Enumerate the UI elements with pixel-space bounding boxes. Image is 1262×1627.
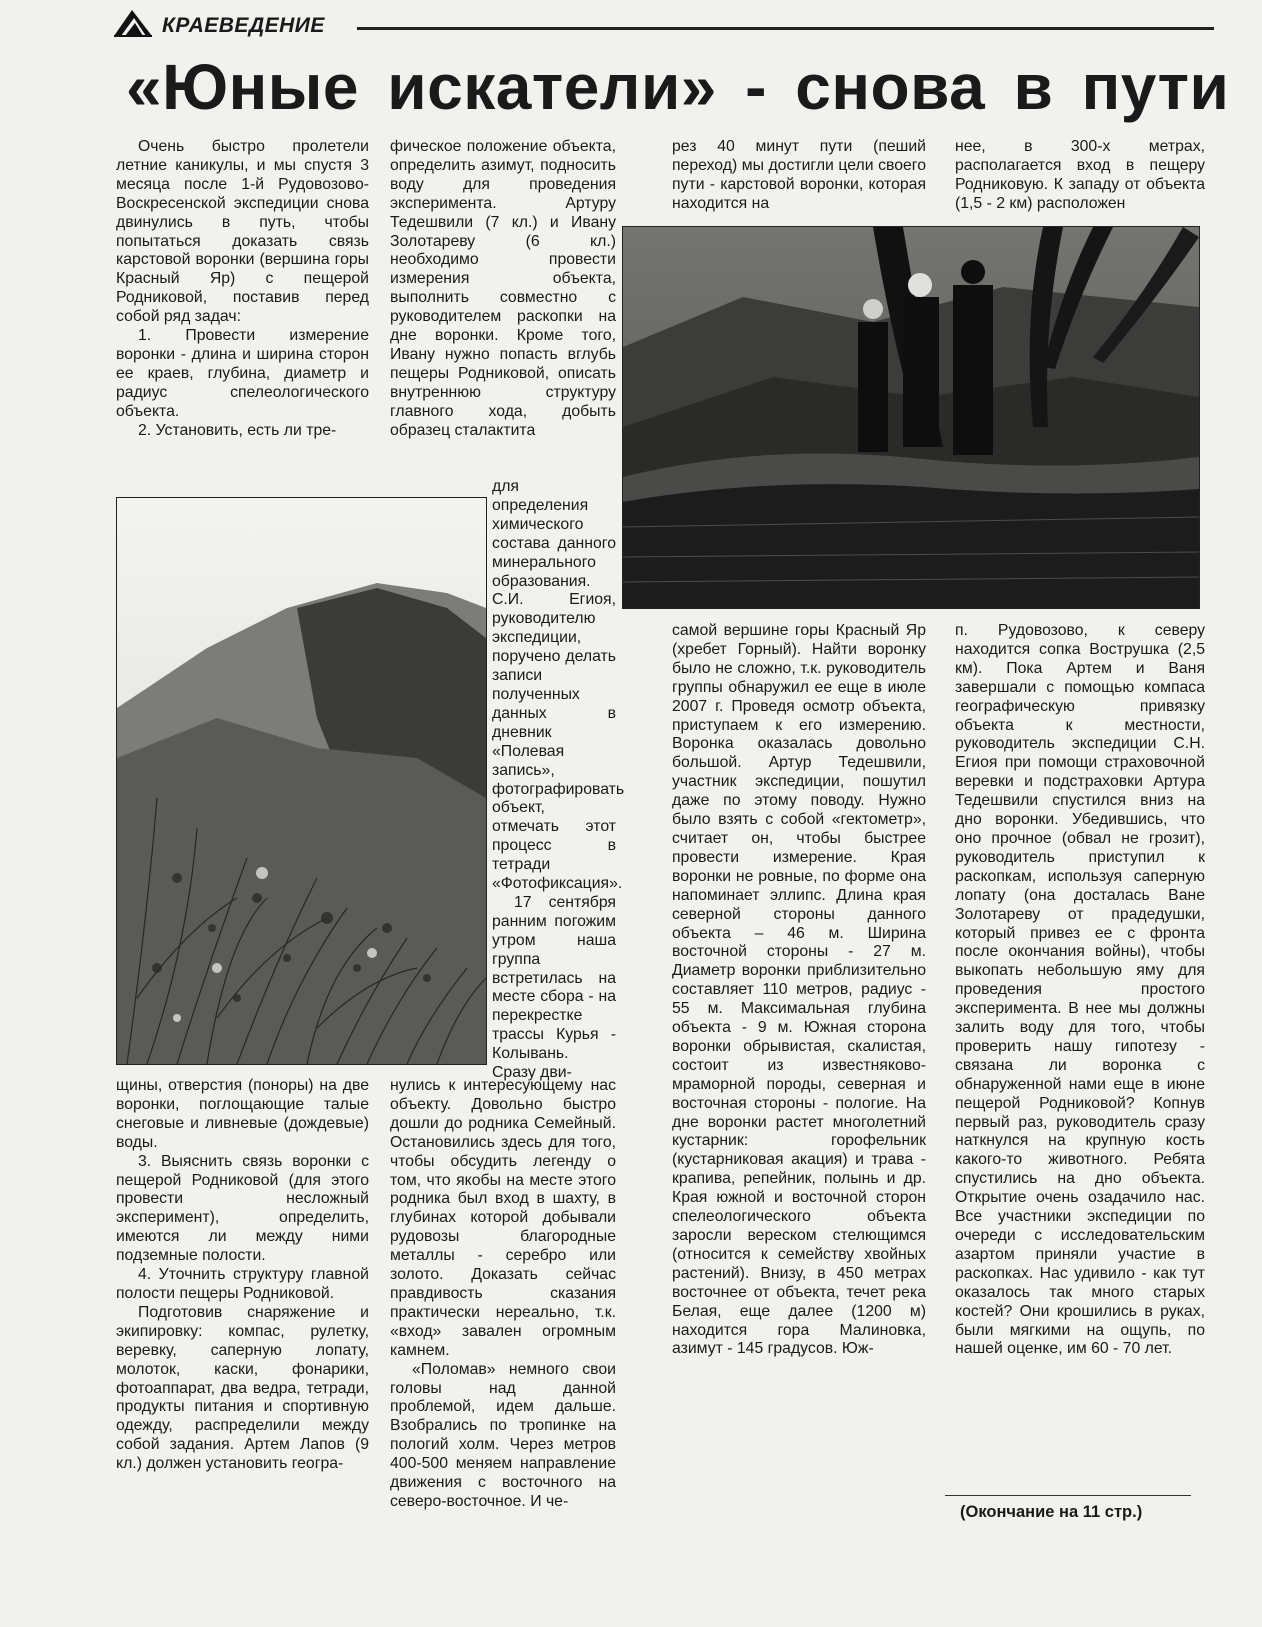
column-4-bottom	[955, 622, 1205, 1359]
ending-rule	[945, 1495, 1191, 1496]
paragraph: 17 сентября ранним погожим утром наша группа встретилась на месте сбора - на перекрестке трассы Курья - Колывань. Сразу дви-	[492, 893, 616, 1082]
column-3-top	[672, 138, 926, 214]
paragraph: рез 40 минут пути (пеший переход) мы достигли цели своего пути - карстовой воронки, которая находится на	[672, 138, 926, 212]
paragraph: нее, в 300-х метрах, располагается вход в пещеру Родниковую. К западу от объекта (1,5 - 2 км) расположен	[955, 138, 1205, 212]
paragraph: Подготовив снаряжение и экипировку: компас, рулетку, веревку, саперную лопату, молоток, каски, фонарики, фотоаппарат, два ведра, тетради, продукты питания и спортивную одежду, распределили между собой задания. Артем Лапов (9 кл.) должен установить геогра-	[116, 1303, 369, 1473]
paragraph: 4. Уточнить структуру главной полости пещеры Родниковой.	[116, 1266, 369, 1302]
mountain-logo-icon	[112, 8, 154, 38]
paragraph: нулись к интересующему нас объекту. Довольно быстро дошли до родника Семейный. Остановились здесь для того, чтобы обсудить легенду о том, что якобы на месте этого родника был вход в шахту, в глубинах которой добывали рудовозы благородные металлы - серебро или золото. Доказать сейчас правдивость сказания практически нереально, т.к. «вход» завален огромным камнем.	[390, 1077, 616, 1359]
header-rule	[357, 27, 1214, 30]
column-3-bottom	[672, 622, 926, 1359]
paragraph: 3. Выяснить связь воронки с пещерой Родниковой (для этого провести несложный эксперимент), определить, имеются ли между ними подземные полости.	[116, 1152, 369, 1265]
paragraph: фическое положение объекта, определить азимут, подносить воду для проведения эксперимента. Артуру Тедешвили (7 кл.) и Ивану Золотареву (6 кл.) необходимо провести измерения объекта, выполнить совместно с руководителем раскопки на дне воронки. Кроме того, Ивану нужно попасть вглубь пещеры Родниковой, описать внутреннюю структуру главного хода, добыть образец сталактита	[390, 138, 616, 439]
photo-funnel-edge	[116, 497, 487, 1065]
paragraph: 1. Провести измерение воронки - длина и ширина сторон ее краев, глубина, диаметр и радиус спелеологического объекта.	[116, 327, 369, 420]
column-2-bottom	[390, 1077, 616, 1512]
paragraph: для определения химического состава данного минерального образования. С.И. Егиоя, руководителю экспедиции, поручено делать записи полученных данных в дневник «Полевая запись», фотографировать объект, отмечать этот процесс в тетради «Фотофиксация».	[492, 478, 625, 893]
photo-expedition-group	[622, 226, 1200, 609]
article-title: «Юные искатели» - снова в пути	[126, 51, 1230, 123]
paragraph: Очень быстро пролетели летние каникулы, и мы спустя 3 месяца после 1-й Рудовозово-Воскресенской экспедиции снова двинулись в путь, чтобы попытаться доказать связь карстовой воронки (вершина горы Красный Яр) с пещерой Родниковой, поставив перед собой ряд задач:	[116, 138, 369, 326]
paragraph: 2. Установить, есть ли тре-	[138, 421, 337, 439]
column-2-narrow	[492, 478, 625, 1083]
section-rubric: КРАЕВЕДЕНИЕ	[162, 14, 325, 37]
column-4-top	[955, 138, 1205, 214]
paragraph: самой вершине горы Красный Яр (хребет Горный). Найти воронку было не сложно, т.к. руководитель группы обнаружил ее еще в июле 2007 г. Проведя осмотр объекта, приступаем к его измерению. Воронка оказалась довольно большой. Артур Тедешвили, участник экспедиции, пошутил даже по этому поводу. Нужно было взять с собой «гектометр», считает он, чтобы быстрее провести измерение. Края воронки не ровные, по форме она напоминает эллипс. Длина края северной стороны данного объекта – 46 м. Ширина восточной стороны - 27 м. Диаметр воронки приблизительно составляет 110 метров, радиус - 55 м. Максимальная глубина объекта - 9 м. Южная сторона воронки обрывистая, скалистая, состоит из известняково-мраморной породы, северная и восточная стороны - пологие. На дне воронки растет многолетний кустарник: горофельник (кустарниковая акация) и трава - крапива, репейник, полынь и др. Края южной и восточной сторон спелеологического объекта заросли вереском стелющимся (относится к семейству хвойных растений). Внизу, в 450 метрах восточнее от объекта, течет река Белая, еще далее (1200 м) находится гора Малиновка, азимут - 145 градусов. Юж-	[672, 622, 926, 1358]
continuation-note: (Окончание на 11 стр.)	[960, 1503, 1143, 1521]
paragraph: «Поломав» немного свои головы над данной проблемой, идем дальше. Взобрались по тропинке на пологий холм. Через метров 400-500 меняем направление движения с восточного на северо-восточное. И че-	[390, 1360, 616, 1510]
column-1-top	[116, 138, 369, 441]
paragraph: щины, отверстия (поноры) на две воронки, поглощающие талые снеговые и ливневые (дождевые) воды.	[116, 1077, 369, 1151]
column-2-top	[390, 138, 616, 441]
paragraph: п. Рудовозово, к северу находится сопка Вострушка (2,5 км). Пока Артем и Ваня завершали с помощью компаса географическую привязку объекта к местности, руководитель экспедиции С.Н. Егиоя при помощи страховочной веревки и подстраховки Артура Тедешвили спустился вниз на дно воронки. Убедившись, что оно прочное (обвал не грозит), руководитель приступил к раскопкам, используя саперную лопату (она досталась Ване Золотареву от прадедушки, который привез ее с фронта после окончания войны), чтобы выкопать небольшую яму для проведения простого эксперимента. В нее мы должны залить воду для того, чтобы проверить нашу гипотезу - связана ли воронка с обнаруженной нами еще в июне пещерой Родниковой? Копнув первый раз, руководитель сразу наткнулся на крупную кость какого-то животного. Ребята спустились на дно объекта. Открытие очень озадачило нас. Все участники экспедиции по очереди с исследовательским азартом приняли участие в раскопках. Нас удивило - как тут оказалось так много старых костей? Они крошились в руках, были мягкими на ощупь, по нашей оценке, им 60 - 70 лет.	[955, 622, 1205, 1358]
column-1-bottom	[116, 1077, 369, 1474]
